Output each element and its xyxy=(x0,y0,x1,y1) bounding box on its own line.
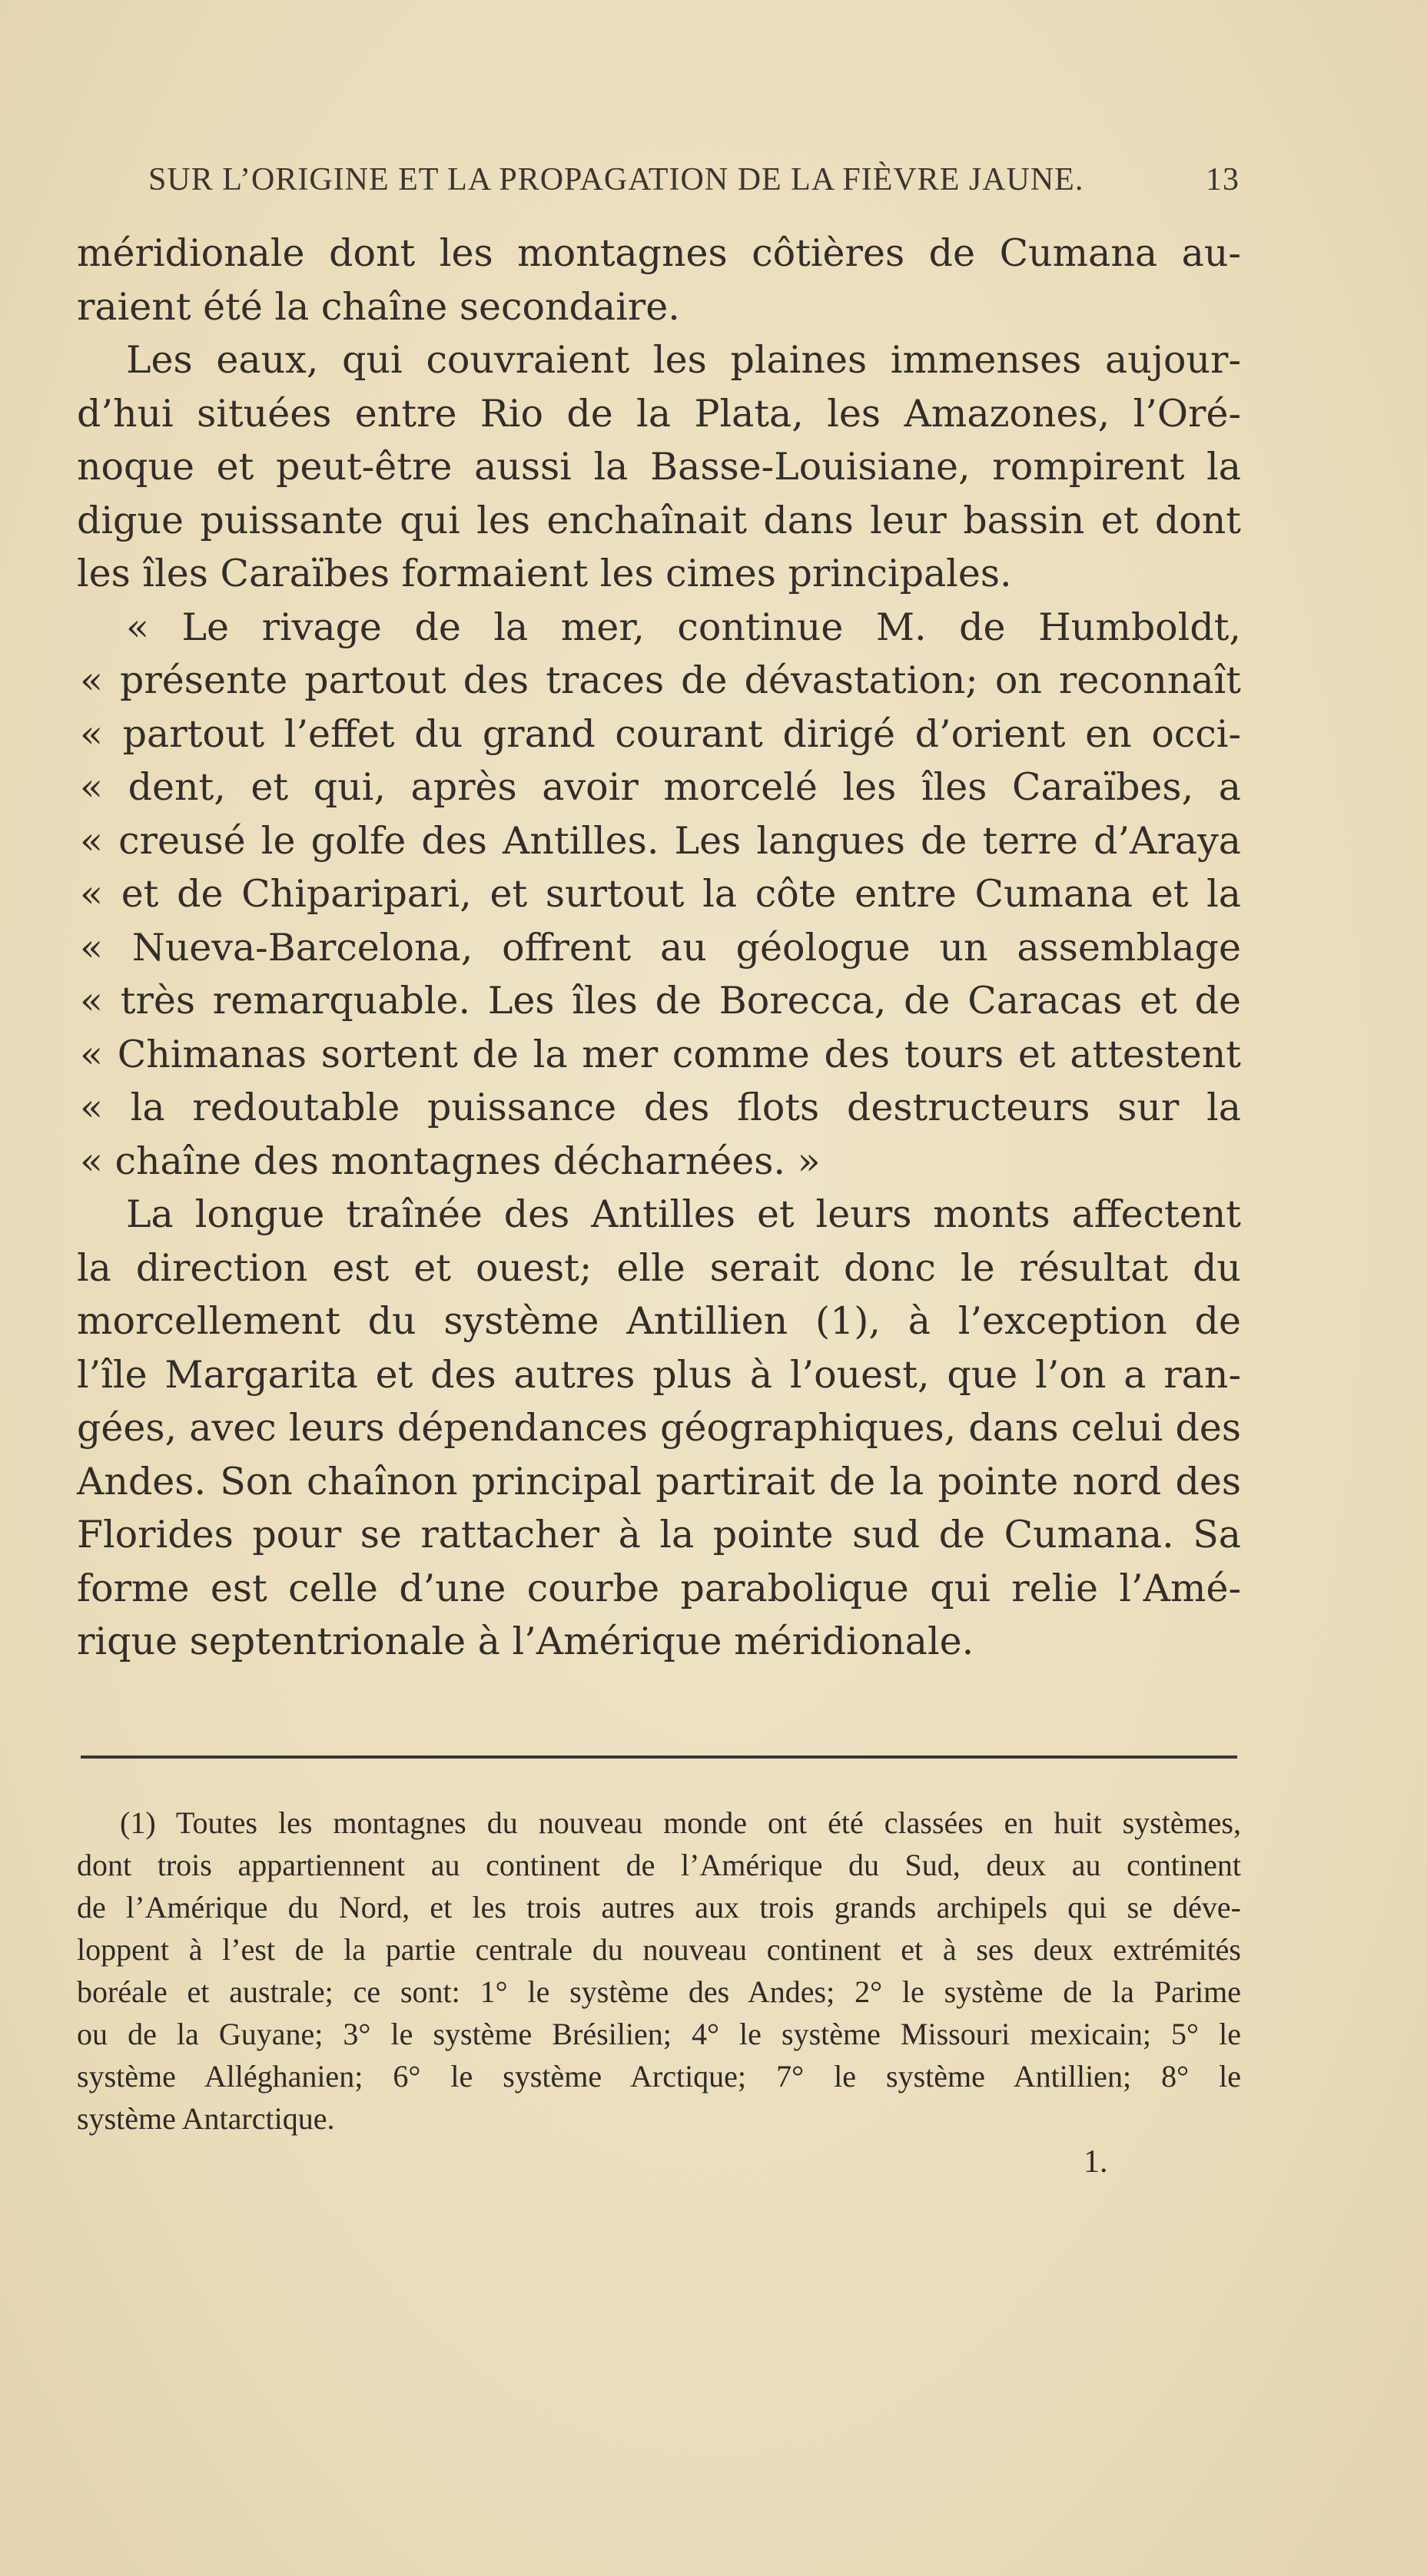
text-line: digue puissante qui les enchaînait dans leur bassin et dont xyxy=(77,498,1241,542)
body-text xyxy=(77,227,1241,1669)
text-line: Andes. Son chaînon principal partirait de la pointe nord des xyxy=(77,1459,1241,1503)
page-number: 13 xyxy=(1206,162,1239,197)
footnote-line: de l’Amérique du Nord, et les trois autres aux trois grands archipels qui se déve- xyxy=(77,1890,1241,1925)
footnotes xyxy=(77,1802,1241,2140)
text-line: La longue traînée des Antilles et leurs monts affectent xyxy=(126,1192,1241,1236)
text-line: d’hui situées entre Rio de la Plata, les Amazones, l’Oré- xyxy=(77,391,1241,436)
text-line: « creusé le golfe des Antilles. Les langues de terre d’Araya xyxy=(80,818,1241,863)
text-line: Florides pour se rattacher à la pointe sud de Cumana. Sa xyxy=(77,1513,1241,1557)
text-line: « très remarquable. Les îles de Borecca, de Caracas et de xyxy=(80,979,1241,1023)
text-line: « Le rivage de la mer, continue M. de Humboldt, xyxy=(126,605,1241,649)
text-line: méridionale dont les montagnes côtières de Cumana au- xyxy=(77,231,1241,275)
footnote-line: système Antarctique. xyxy=(77,2101,335,2136)
footnote-line: boréale et australe; ce sont: 1° le système des Andes; 2° le système de la Parime xyxy=(77,1974,1241,2009)
text-line: les îles Caraïbes formaient les cimes principales. xyxy=(77,552,1012,595)
text-line: rique septentrionale à l’Amérique méridionale. xyxy=(77,1620,974,1663)
text-line: « partout l’effet du grand courant dirigé d’orient en occi- xyxy=(80,711,1241,756)
footnote-line: système Alléghanien; 6° le système Arctique; 7° le système Antillien; 8° le xyxy=(77,2059,1241,2094)
text-line: gées, avec leurs dépendances géographiques, dans celui des xyxy=(77,1406,1241,1450)
running-header xyxy=(148,161,1239,207)
text-line: « dent, et qui, après avoir morcelé les îles Caraïbes, a xyxy=(80,765,1241,809)
footnote-line: (1) Toutes les montagnes du nouveau monde ont été classées en huit systèmes, xyxy=(120,1805,1241,1840)
text-line: raient été la chaîne secondaire. xyxy=(77,284,680,329)
text-line: Les eaux, qui couvraient les plaines immenses aujour- xyxy=(126,338,1241,382)
footnote-line: loppent à l’est de la partie centrale du nouveau continent et à ses deux extrémités xyxy=(77,1932,1241,1967)
text-line: morcellement du système Antillien (1), à l’exception de xyxy=(77,1299,1241,1343)
text-line: noque et peut-être aussi la Basse-Louisiane, rompirent la xyxy=(77,445,1241,489)
footnote-line: dont trois appartiennent au continent de l’Amérique du Sud, deux au continent xyxy=(77,1848,1241,1882)
text-line: « Nueva-Barcelona, offrent au géologue un assemblage xyxy=(80,925,1241,970)
footnote-divider xyxy=(81,1755,1237,1759)
signature-mark: 1. xyxy=(1084,2144,1108,2180)
text-line: forme est celle d’une courbe parabolique qui relie l’Amé- xyxy=(77,1566,1241,1610)
text-line: « Chimanas sortent de la mer comme des tours et attestent xyxy=(80,1032,1241,1076)
text-line: « chaîne des montagnes décharnées. » xyxy=(80,1139,821,1183)
footnote-line: ou de la Guyane; 3° le système Brésilien; 4° le système Missouri mexicain; 5° le xyxy=(77,2017,1241,2051)
text-line: « la redoutable puissance des flots destructeurs sur la xyxy=(80,1086,1241,1129)
text-line: « et de Chiparipari, et surtout la côte entre Cumana et la xyxy=(80,872,1241,916)
text-line: « présente partout des traces de dévastation; on reconnaît xyxy=(80,658,1241,702)
running-title: SUR L’ORIGINE ET LA PROPAGATION DE LA FIÈVRE JAUNE. xyxy=(148,162,1084,197)
text-line: l’île Margarita et des autres plus à l’ouest, que l’on a ran- xyxy=(77,1352,1241,1397)
text-line: la direction est et ouest; elle serait donc le résultat du xyxy=(77,1245,1241,1290)
